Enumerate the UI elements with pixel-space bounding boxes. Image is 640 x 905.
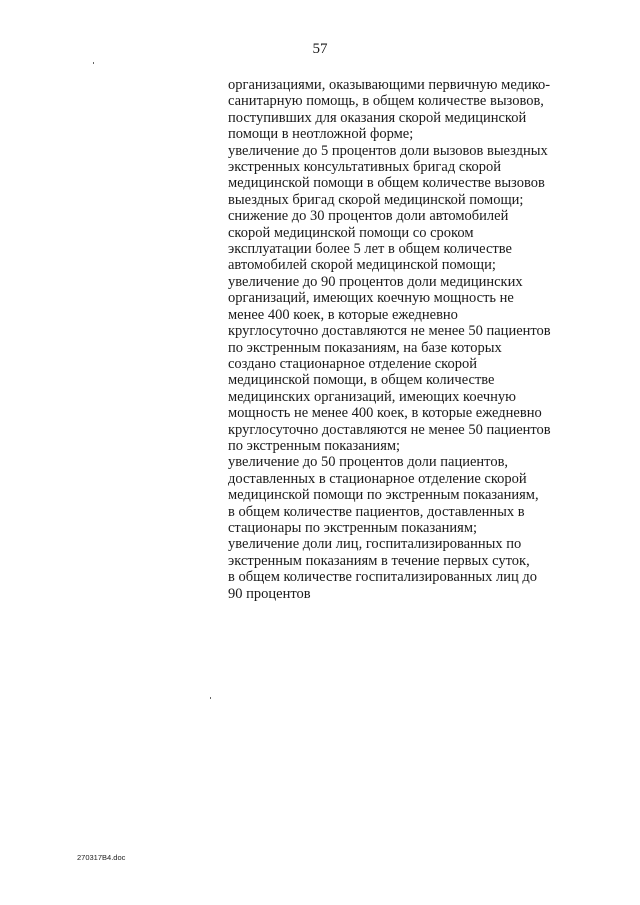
text-line: снижение до 30 процентов доли автомобилей [228,208,509,225]
text-line: мощность не менее 400 коек, в которые ежедневно [228,405,542,422]
text-line: санитарную помощь, в общем количестве вызовов, [228,93,544,110]
text-line: по экстренным показаниям; [228,437,401,454]
text-line: увеличение доли лиц, госпитализированных по [228,536,522,553]
text-line: медицинской помощи в общем количестве вызовов [228,175,545,192]
text-line: менее 400 коек, в которые ежедневно [228,306,458,323]
text-line: медицинских организаций, имеющих коечную [228,388,516,405]
text-line: по экстренным показаниям, на базе которых [228,339,502,356]
text-line: доставленных в стационарное отделение скорой [228,470,527,487]
text-line: в общем количестве пациентов, доставленных в [228,503,525,520]
text-line: медицинской помощи по экстренным показаниям, [228,487,539,504]
text-line: эксплуатации более 5 лет в общем количестве [228,241,512,258]
text-line: автомобилей скорой медицинской помощи; [228,257,496,274]
footer-filename: 270317В4.doc [77,853,126,862]
text-line: создано стационарное отделение скорой [228,355,477,372]
text-line: экстренным показаниям в течение первых суток, [228,552,530,569]
text-line: в общем количестве госпитализированных лиц до [228,569,537,586]
text-line: помощи в неотложной форме; [228,126,414,143]
text-line: стационары по экстренным показаниям; [228,519,478,536]
scan-speck [210,697,211,699]
body-text [228,77,573,602]
text-line: медицинской помощи, в общем количестве [228,372,495,389]
text-line: экстренных консультативных бригад скорой [228,159,502,176]
text-line: увеличение до 90 процентов доли медицинских [228,273,523,290]
text-line: круглосуточно доставляются не менее 50 пациентов [228,323,551,340]
text-line: выездных бригад скорой медицинской помощи; [228,191,524,208]
text-line: 90 процентов [228,585,311,602]
text-line: увеличение до 5 процентов доли вызовов выездных [228,142,548,159]
text-line: круглосуточно доставляются не менее 50 пациентов [228,421,551,438]
text-line: организациями, оказывающими первичную медико- [228,77,551,93]
scan-speck [93,62,94,64]
text-line: поступивших для оказания скорой медицинской [228,109,527,126]
text-line: увеличение до 50 процентов доли пациентов, [228,454,509,471]
page-number: 57 [312,41,328,57]
text-line: скорой медицинской помощи со сроком [228,224,474,241]
text-line: организаций, имеющих коечную мощность не [228,290,514,307]
